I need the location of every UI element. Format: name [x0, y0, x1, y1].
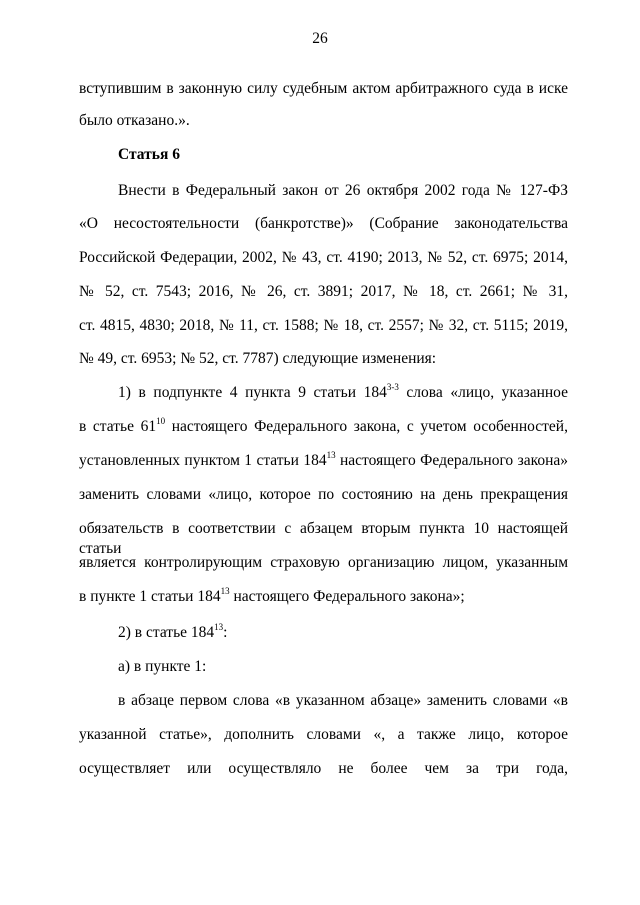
text-line: вступившим в законную силу судебным актом арбитражного суда в иске: [79, 80, 568, 97]
item-1-line: является контролирующим страховую организацию лицом, указанным: [79, 554, 568, 571]
text-line: осуществляет или осуществляло не более чем за три года,: [79, 760, 568, 777]
text-span: настоящего Федерального закона, с учетом особенностей,: [165, 418, 568, 435]
item-2-line: [118, 623, 227, 643]
text-span: в пункте 1 статьи 184: [79, 588, 221, 605]
superscript: 3-3: [386, 382, 399, 392]
text-line: Российской Федерации, 2002, № 43, ст. 4190; 2013, № 52, ст. 6975; 2014,: [79, 249, 568, 266]
text-line: было отказано.».: [79, 112, 190, 129]
text-span: слова «лицо, указанное: [398, 384, 568, 401]
item-1-line: обязательств в соответствии с абзацем вторым пункта 10 настоящей статьи: [79, 520, 568, 557]
page-number: 26: [312, 30, 328, 47]
item-1-line: заменить словами «лицо, которое по состоянию на день прекращения: [79, 486, 568, 503]
text-span: установленных пунктом 1 статьи 184: [79, 452, 327, 469]
text-span: настоящего Федерального закона»: [335, 452, 568, 469]
item-1-line: [79, 451, 568, 471]
superscript: 13: [326, 450, 336, 460]
text-span: в статье 61: [79, 418, 157, 435]
text-span: :: [223, 624, 228, 641]
superscript: 10: [156, 416, 166, 426]
sub-item-a: а) в пункте 1:: [118, 658, 207, 675]
superscript: 13: [220, 586, 230, 596]
superscript: 13: [214, 622, 224, 632]
text-line: «О несостоятельности (банкротстве)» (Собрание законодательства: [79, 215, 568, 232]
article-heading: Статья 6: [118, 146, 180, 163]
item-1-line: [79, 587, 465, 607]
text-line: в абзаце первом слова «в указанном абзаце» заменить словами «в: [118, 692, 568, 709]
text-line: указанной статье», дополнить словами «, а также лицо, которое: [79, 726, 568, 743]
text-line: № 49, ст. 6953; № 52, ст. 7787) следующие изменения:: [79, 350, 437, 367]
text-line: № 52, ст. 7543; 2016, № 26, ст. 3891; 2017, № 18, ст. 2661; № 31,: [79, 283, 568, 300]
text-span: настоящего Федерального закона»;: [229, 588, 465, 605]
item-1-line: [118, 383, 568, 403]
item-1-line: [79, 417, 568, 437]
text-line: Внести в Федеральный закон от 26 октября 2002 года № 127-ФЗ: [118, 182, 568, 199]
text-span: 1) в подпункте 4 пункта 9 статьи 184: [118, 384, 387, 401]
text-span: 2) в статье 184: [118, 624, 215, 641]
text-line: ст. 4815, 4830; 2018, № 11, ст. 1588; № 18, ст. 2557; № 32, ст. 5115; 2019,: [79, 317, 568, 334]
